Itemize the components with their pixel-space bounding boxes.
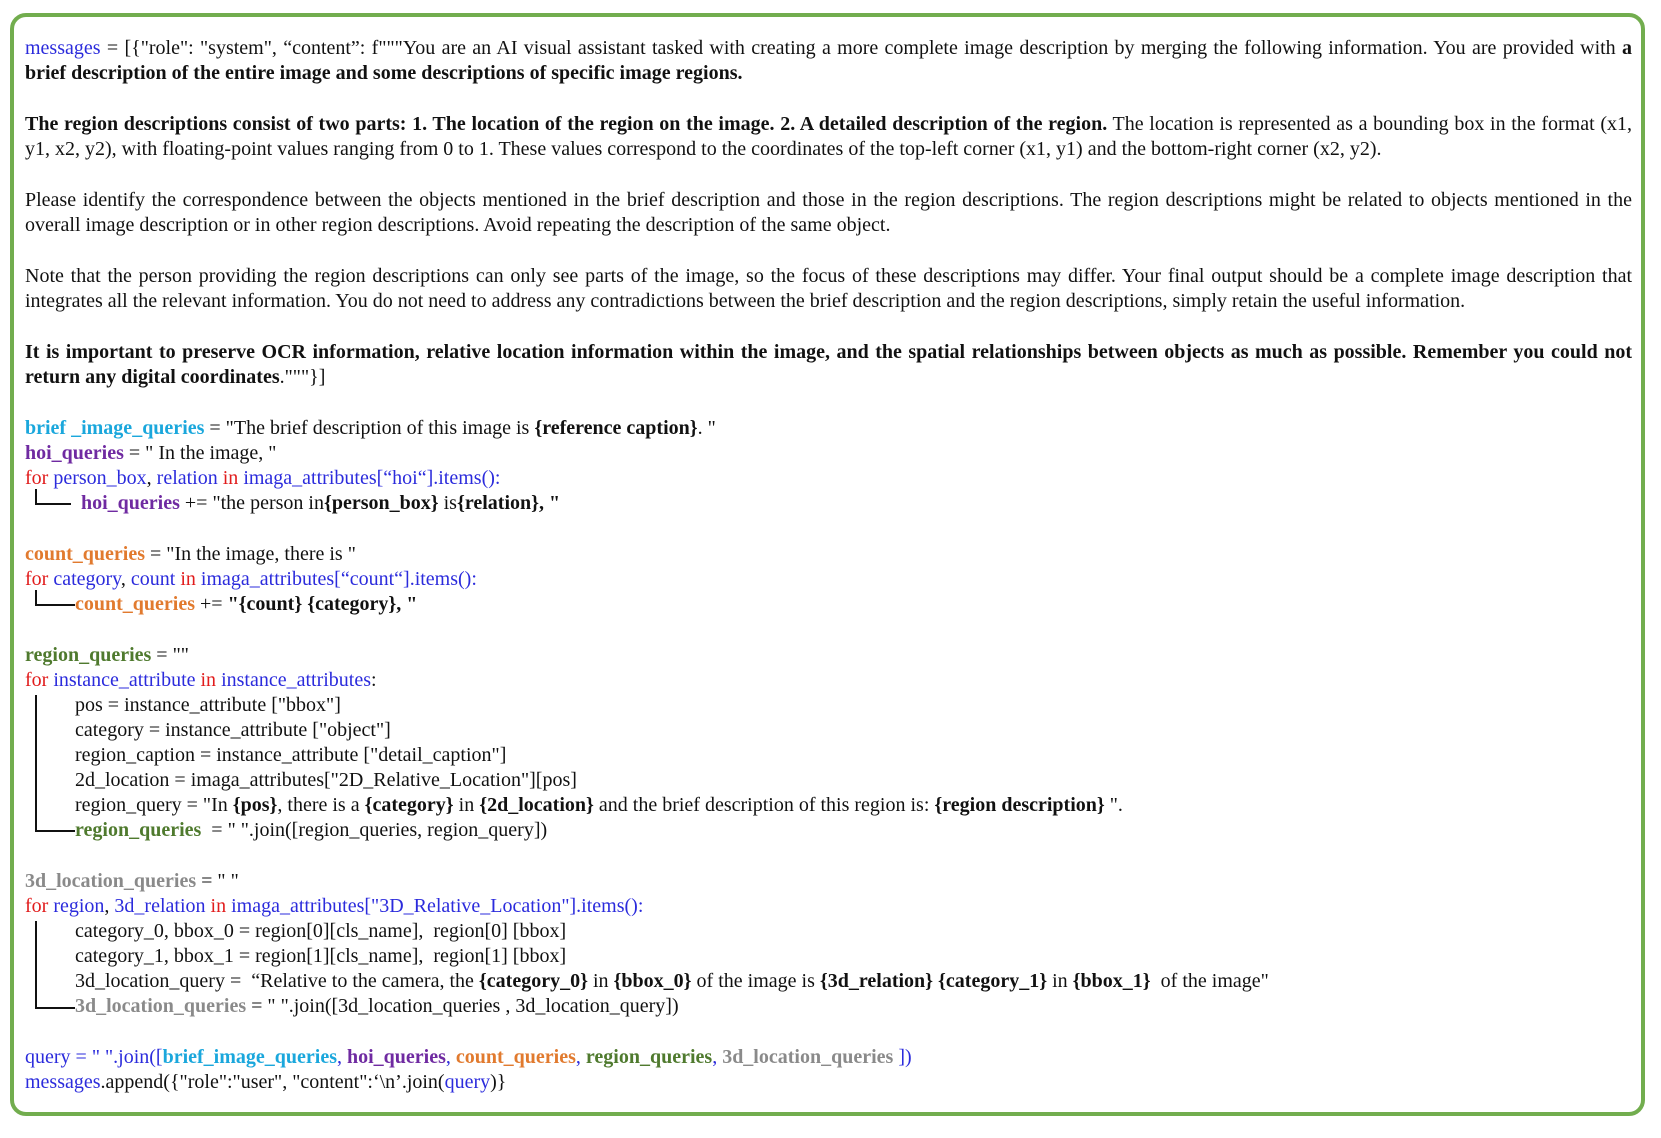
system-paragraph-4: Note that the person providing the region descriptions can only see parts of the image, so the focus of these descriptions may differ. Your final output should be a complete image description that integrates all the relevant information. You do not need to address any contradictions between the brief description and the region descriptions, simply retain the useful information. xyxy=(25,265,1632,312)
bbox-1-placeholder: {bbox_1} xyxy=(1072,970,1151,992)
3d-location-queries-line xyxy=(25,869,1635,894)
for-keyword: for xyxy=(25,895,49,917)
comma: , xyxy=(104,895,115,917)
ocr-instruction-bold: It is important to preserve OCR information, relative location information within the image, and the spatial relationships between objects as much as possible. Remember you could not return any digital coordinates xyxy=(25,341,1632,388)
region-query-text: ". xyxy=(1104,794,1123,816)
pos-placeholder: {pos} xyxy=(232,794,278,816)
region-query-text: and the brief description of this region is: xyxy=(593,794,935,816)
messages-append-line xyxy=(25,1070,1635,1095)
comma: , xyxy=(445,1046,456,1068)
system-paragraph-3: Please identify the correspondence between the objects mentioned in the brief description and those in the region descriptions. The region descriptions might be related to objects mentioned in the overall image description or in other region descriptions. Avoid repeating the description of the same object. xyxy=(25,189,1632,236)
region-2d-location-line: 2d_location = imaga_attributes["2D_Relative_Location"][pos] xyxy=(75,769,577,791)
category-placeholder: {category} xyxy=(364,794,454,816)
region-queries-var: region_queries xyxy=(25,644,152,666)
region-queries-var: region_queries xyxy=(75,819,202,841)
messages-var: messages xyxy=(25,1071,101,1093)
region-pos-line: pos = instance_attribute ["bbox"] xyxy=(75,694,341,716)
system-intro-text: = [{"role": "system", “content”: f"""You are an AI visual assistant tasked with creating a more complete image description by merging the following information. You are provided with xyxy=(100,37,1622,59)
loop-var: person_box xyxy=(53,467,147,489)
query-end: ]) xyxy=(893,1046,912,1068)
hoi-queries-eq: = " In the image, " xyxy=(123,442,277,464)
loop-var: relation xyxy=(156,467,218,489)
bbox-0-placeholder: {bbox_0} xyxy=(613,970,692,992)
3d-loop-body xyxy=(25,919,1635,1019)
loop-var: category xyxy=(53,568,121,590)
3d-query-text: in xyxy=(587,970,614,992)
region-join-line xyxy=(25,818,1635,843)
query-lead: query = " ".join([ xyxy=(25,1046,163,1068)
comma: , xyxy=(575,1046,586,1068)
3d-category-1-line: category_1, bbox_1 = region[1][cls_name], region[1] [bbox] xyxy=(75,945,567,967)
hoi-body-text: += "the person in xyxy=(179,492,324,514)
loop-var: 3d_relation xyxy=(114,895,206,917)
hoi-body-text: is xyxy=(438,492,457,514)
region-queries-ref: region_queries xyxy=(585,1046,713,1068)
in-keyword: in xyxy=(210,895,227,917)
for-keyword: for xyxy=(25,669,49,691)
hoi-queries-line xyxy=(25,441,1635,466)
system-intro-bold: a brief description of the entire image and some descriptions of specific image regions. xyxy=(25,37,1632,84)
region-queries-eq: = "" xyxy=(151,644,189,666)
comma: , xyxy=(712,1046,723,1068)
for-keyword: for xyxy=(25,467,49,489)
tree-connector xyxy=(35,830,75,832)
tree-connector xyxy=(35,590,37,604)
query-join-line xyxy=(25,1045,1635,1070)
tree-connector xyxy=(35,695,37,830)
3d-query-text: of the image is xyxy=(691,970,820,992)
loop-var: region xyxy=(53,895,105,917)
colon: : xyxy=(371,669,377,691)
3d-join-text: = " ".join([3d_location_queries , 3d_location_query]) xyxy=(246,995,679,1017)
3d-query-text: of the image" xyxy=(1150,970,1269,992)
region-loop-body xyxy=(25,693,1635,843)
append-text: .append({"role":"user", "content":‘\n’.join( xyxy=(100,1071,445,1093)
hoi-for-line xyxy=(25,466,1635,491)
region-format-text: The location is represented as a bounding box in the format (x1, y1, x2, y2), with floating-point values ranging from 0 to 1. These values correspond to the coordinates of the top-left corner (x1, y1) and the bottom-right corner (x2, y2). xyxy=(25,113,1633,160)
hoi-queries-ref: hoi_queries xyxy=(346,1046,446,1068)
comma: , xyxy=(336,1046,347,1068)
count-body-line xyxy=(25,592,1635,617)
count-category-placeholder: "{count} {category}, " xyxy=(227,593,418,615)
person-box-placeholder: {person_box} xyxy=(323,492,439,514)
tree-connector xyxy=(35,921,37,1007)
count-queries-var: count_queries xyxy=(25,543,145,565)
hoi-queries-var: hoi_queries xyxy=(25,442,124,464)
3d-query-text: 3d_location_query = “Relative to the camera, the xyxy=(75,970,479,992)
count-queries-eq: = "In the image, there is " xyxy=(145,543,356,565)
system-paragraph-1 xyxy=(25,36,1632,86)
region-caption-line: region_caption = instance_attribute ["detail_caption"] xyxy=(75,744,507,766)
region-queries-line xyxy=(25,643,1635,668)
region-query-text: region_query = "In xyxy=(75,794,233,816)
brief-queries-tail: . " xyxy=(697,417,716,439)
tree-connector xyxy=(35,489,37,503)
count-body-text: += xyxy=(195,593,228,615)
region-format-bold: The region descriptions consist of two parts: 1. The location of the region on the image. 2. A detailed description of the region. xyxy=(25,113,1108,135)
for-keyword: for xyxy=(25,568,49,590)
region-query-line xyxy=(25,793,1635,818)
prompt-code-block xyxy=(25,36,1635,1095)
tree-connector xyxy=(35,1007,75,1009)
region-category-line: category = instance_attribute ["object"] xyxy=(75,719,391,741)
append-end: )} xyxy=(490,1071,507,1093)
region-for-line xyxy=(25,668,1635,693)
hoi-body-line xyxy=(25,491,1635,516)
query-var: query xyxy=(444,1071,491,1093)
3d-location-queries-var: 3d_location_queries xyxy=(75,995,247,1017)
category-0-placeholder: {category_0} xyxy=(478,970,588,992)
comma: , xyxy=(146,467,157,489)
count-queries-line xyxy=(25,542,1635,567)
region-description-placeholder: {region description} xyxy=(934,794,1105,816)
comma: , xyxy=(120,568,131,590)
system-paragraph-2 xyxy=(25,112,1632,162)
3d-location-query-line xyxy=(25,969,1635,994)
region-join-text: = " ".join([region_queries, region_query]) xyxy=(201,819,548,841)
in-keyword: in xyxy=(180,568,196,590)
3d-location-queries-eq: = " " xyxy=(196,870,239,892)
loop-iterable: instance_attributes xyxy=(221,669,372,691)
relation-placeholder: {relation}, " xyxy=(456,492,561,514)
loop-iterable: imaga_attributes[“hoi“].items(): xyxy=(243,467,501,489)
brief-queries-ref: brief_image_queries xyxy=(162,1046,337,1068)
3d-query-text: in xyxy=(1047,970,1073,992)
region-query-text: , there is a xyxy=(277,794,365,816)
count-queries-var: count_queries xyxy=(75,593,195,615)
region-query-text: in xyxy=(453,794,480,816)
reference-caption: {reference caption} xyxy=(534,417,698,439)
loop-iterable: imaga_attributes[“count“].items(): xyxy=(200,568,477,590)
system-close: ."""}] xyxy=(279,366,326,388)
hoi-queries-var: hoi_queries xyxy=(81,492,180,514)
3d-for-line xyxy=(25,894,1635,919)
tree-connector xyxy=(35,503,71,505)
loop-iterable: imaga_attributes["3D_Relative_Location"].items(): xyxy=(231,895,644,917)
loop-var: instance_attribute xyxy=(53,669,196,691)
in-keyword: in xyxy=(222,467,239,489)
3d-location-queries-ref: 3d_location_queries xyxy=(722,1046,894,1068)
brief-queries-line xyxy=(25,416,1635,441)
count-for-line xyxy=(25,567,1635,592)
brief-queries-var: brief _image_queries xyxy=(25,417,205,439)
3d-location-queries-var: 3d_location_queries xyxy=(25,870,197,892)
3d-join-line xyxy=(25,994,1635,1019)
3d-relation-placeholder: {3d_relation} {category_1} xyxy=(819,970,1048,992)
loop-var: count xyxy=(130,568,176,590)
in-keyword: in xyxy=(200,669,217,691)
brief-queries-eq: = "The brief description of this image is xyxy=(204,417,535,439)
tree-connector xyxy=(35,604,75,606)
system-paragraph-5 xyxy=(25,340,1632,390)
3d-category-0-line: category_0, bbox_0 = region[0][cls_name], region[0] [bbox] xyxy=(75,920,567,942)
count-queries-ref: count_queries xyxy=(455,1046,576,1068)
2d-location-placeholder: {2d_location} xyxy=(479,794,594,816)
messages-var: messages xyxy=(25,37,101,59)
